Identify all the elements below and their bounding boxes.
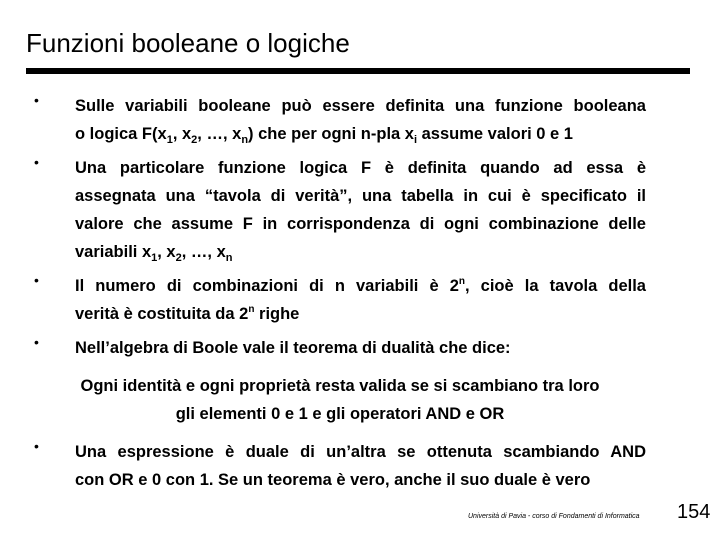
text-run: Il numero di combinazioni di n variabili è 2 bbox=[75, 277, 459, 295]
text-run: , x bbox=[157, 243, 176, 261]
subscript: n bbox=[225, 252, 233, 264]
subscript: 2 bbox=[191, 134, 198, 146]
bullet-item bbox=[34, 334, 646, 362]
bullet-item bbox=[34, 154, 646, 266]
subscript: 2 bbox=[175, 252, 182, 264]
subscript: i bbox=[413, 134, 418, 146]
bullet-item bbox=[34, 272, 646, 328]
superscript: n bbox=[248, 304, 255, 315]
bullet-icon: • bbox=[34, 438, 39, 454]
duality-theorem-quote bbox=[34, 372, 646, 428]
bullet-icon: • bbox=[34, 154, 39, 170]
bullet-2-line-1: Una particolare funzione logica F è definita quando ad essa è bbox=[75, 159, 646, 177]
text-run: o logica F(x bbox=[75, 125, 167, 143]
bullet-item bbox=[34, 438, 646, 494]
bullet-1-line-2 bbox=[75, 120, 646, 148]
quote-line-1: Ogni identità e ogni proprietà resta valida se si scambiano tra loro bbox=[80, 377, 600, 395]
bullet-2-line-2: assegnata una “tavola di verità”, una tabella in cui è specificato il bbox=[75, 187, 646, 205]
slide-content bbox=[34, 92, 646, 494]
text-run: variabili x bbox=[75, 243, 152, 261]
bullet-icon: • bbox=[34, 92, 39, 108]
text-run: , x bbox=[172, 125, 192, 143]
slide-title: Funzioni booleane o logiche bbox=[26, 28, 350, 58]
subscript: 1 bbox=[166, 134, 173, 146]
text-run: , cioè la tavola della bbox=[465, 277, 646, 295]
bullet-5-line-1: Una espressione è duale di un’altra se ottenuta scambiando AND bbox=[75, 443, 646, 461]
page-number: 154 bbox=[677, 501, 711, 523]
footer-note: Università di Pavia - corso di Fondamenti di Informatica bbox=[468, 513, 640, 520]
text-run: ) che per ogni n-pla x bbox=[248, 125, 414, 143]
bullet-2-line-4 bbox=[75, 238, 646, 266]
bullet-icon: • bbox=[34, 272, 39, 288]
title-underline bbox=[26, 68, 690, 74]
bullet-icon: • bbox=[34, 334, 39, 350]
bullet-3-line-1 bbox=[75, 272, 646, 300]
quote-line-2: gli elementi 0 e 1 e gli operatori AND e OR bbox=[175, 405, 505, 423]
text-run: verità è costituita da 2 bbox=[75, 305, 249, 323]
bullet-3-line-2 bbox=[75, 300, 646, 328]
bullet-2-line-3: valore che assume F in corrispondenza di ogni combinazione delle bbox=[75, 215, 646, 233]
subscript: n bbox=[241, 134, 249, 146]
bullet-5-line-2: con OR e 0 con 1. Se un teorema è vero, anche il suo duale è vero bbox=[75, 471, 591, 489]
text-run: , …, x bbox=[181, 243, 226, 261]
superscript: n bbox=[458, 276, 465, 287]
text-run: assume valori 0 e 1 bbox=[417, 125, 573, 143]
bullet-1-line-1: Sulle variabili booleane può essere definita una funzione booleana bbox=[75, 97, 646, 115]
subscript: 1 bbox=[151, 252, 158, 264]
bullet-4-line-1: Nell’algebra di Boole vale il teorema di dualità che dice: bbox=[75, 339, 511, 357]
text-run: , …, x bbox=[197, 125, 242, 143]
text-run: righe bbox=[254, 305, 300, 323]
bullet-item bbox=[34, 92, 646, 148]
